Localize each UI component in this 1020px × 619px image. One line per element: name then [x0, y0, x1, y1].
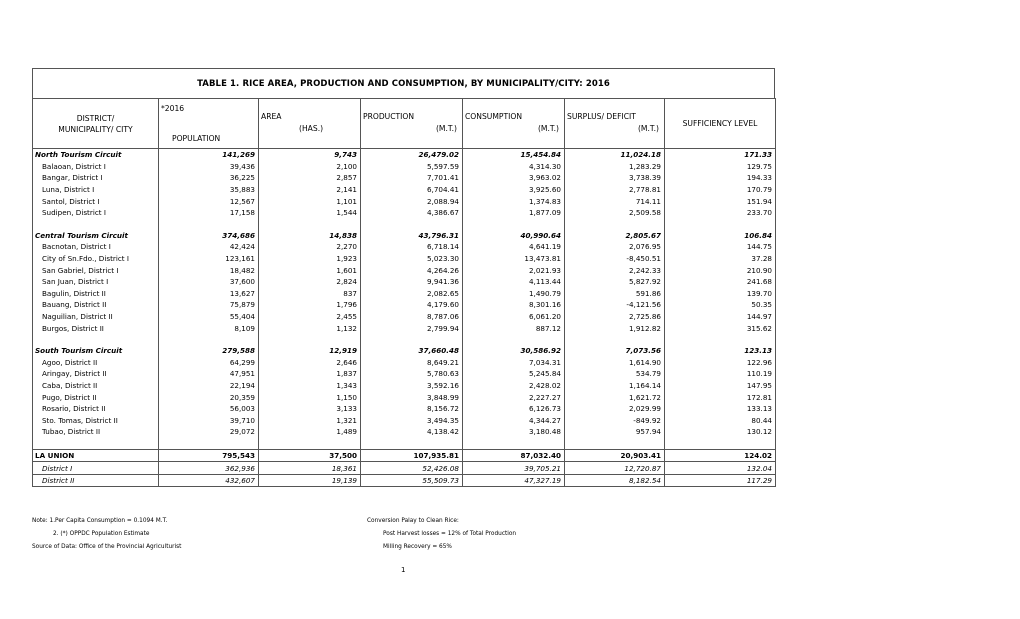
table-row	[33, 241, 776, 253]
table-row	[33, 288, 776, 300]
row-value: 30,586.92	[463, 345, 565, 357]
row-value: 144.75	[665, 241, 776, 253]
row-label: Bauang, District II	[33, 299, 159, 311]
row-value: 20,903.41	[565, 449, 665, 462]
row-value: 3,925.60	[463, 184, 565, 196]
row-value: 47,327.19	[463, 474, 565, 487]
row-value: 315.62	[665, 322, 776, 334]
row-value: 887.12	[463, 322, 565, 334]
row-value: 42,424	[159, 241, 259, 253]
row-value: 6,718.14	[361, 241, 463, 253]
row-value: 171.33	[665, 149, 776, 161]
header-production-unit: (M.T.)	[435, 124, 457, 133]
row-value: 52,426.08	[361, 462, 463, 475]
district-total-row	[33, 462, 776, 475]
spacer-cell	[361, 334, 463, 345]
row-value: 2,778.81	[565, 184, 665, 196]
row-value: 8,649.21	[361, 357, 463, 369]
row-label: Rosario, District II	[33, 403, 159, 415]
row-label: Sudipen, District I	[33, 207, 159, 219]
table-row	[33, 195, 776, 207]
row-value: 1,614.90	[565, 357, 665, 369]
rice-table	[32, 98, 776, 487]
row-value: 5,780.63	[361, 368, 463, 380]
spacer-cell	[565, 438, 665, 450]
row-value: 374,686	[159, 230, 259, 242]
row-value: 5,023.30	[361, 253, 463, 265]
row-value: 1,490.79	[463, 288, 565, 300]
row-value: 2,270	[259, 241, 361, 253]
row-value: 279,588	[159, 345, 259, 357]
row-value: 2,805.67	[565, 230, 665, 242]
spacer-cell	[565, 219, 665, 230]
row-value: 75,879	[159, 299, 259, 311]
row-value: 4,113.44	[463, 276, 565, 288]
row-value: 8,301.16	[463, 299, 565, 311]
row-value: 8,156.72	[361, 403, 463, 415]
row-value: 1,544	[259, 207, 361, 219]
table-row	[33, 172, 776, 184]
row-value: 40,990.64	[463, 230, 565, 242]
row-value: -8,450.51	[565, 253, 665, 265]
row-value: 36,225	[159, 172, 259, 184]
row-value: 37.28	[665, 253, 776, 265]
row-label: Caba, District II	[33, 380, 159, 392]
spacer-cell	[259, 219, 361, 230]
spacer-cell	[159, 438, 259, 450]
row-value: 1,164.14	[565, 380, 665, 392]
row-value: 2,021.93	[463, 264, 565, 276]
header-population	[159, 99, 259, 149]
row-value: 124.02	[665, 449, 776, 462]
spacer-row	[33, 438, 776, 450]
row-value: 591.86	[565, 288, 665, 300]
row-value: 1,837	[259, 368, 361, 380]
spacer-cell	[159, 219, 259, 230]
header-consumption-unit: (M.T.)	[537, 124, 559, 133]
row-label: City of Sn.Fdo., District I	[33, 253, 159, 265]
row-value: 2,428.02	[463, 380, 565, 392]
row-value: 432,607	[159, 474, 259, 487]
row-value: -4,121.56	[565, 299, 665, 311]
header-sufficiency: SUFFICIENCY LEVEL	[665, 99, 776, 149]
table-row	[33, 264, 776, 276]
row-value: 11,024.18	[565, 149, 665, 161]
table-title: TABLE 1. RICE AREA, PRODUCTION AND CONSUMPTION, BY MUNICIPALITY/CITY: 2016	[32, 68, 775, 98]
row-value: 3,180.48	[463, 426, 565, 438]
row-value: 133.13	[665, 403, 776, 415]
row-value: 4,264.26	[361, 264, 463, 276]
row-value: 37,660.48	[361, 345, 463, 357]
row-value: 17,158	[159, 207, 259, 219]
district-total-row	[33, 474, 776, 487]
header-surplus-label: SURPLUS/ DEFICIT	[567, 112, 636, 121]
spacer-cell	[463, 334, 565, 345]
row-value: 957.94	[565, 426, 665, 438]
row-value: 1,877.09	[463, 207, 565, 219]
note-source: Source of Data: Office of the Provincial Agriculturist	[32, 544, 182, 550]
row-label: Luna, District I	[33, 184, 159, 196]
row-value: 20,359	[159, 391, 259, 403]
spacer-cell	[361, 438, 463, 450]
row-value: 139.70	[665, 288, 776, 300]
table-row	[33, 184, 776, 196]
row-value: 147.95	[665, 380, 776, 392]
row-value: 241.68	[665, 276, 776, 288]
row-value: 1,796	[259, 299, 361, 311]
table-row	[33, 391, 776, 403]
table-row	[33, 276, 776, 288]
circuit-total-row	[33, 345, 776, 357]
row-value: 2,029.99	[565, 403, 665, 415]
row-label: Sto. Tomas, District II	[33, 414, 159, 426]
row-value: 1,150	[259, 391, 361, 403]
row-value: 47,951	[159, 368, 259, 380]
row-value: 55,404	[159, 311, 259, 323]
note-conversion: Conversion Palay to Clean Rice:	[367, 518, 459, 524]
row-value: 29,072	[159, 426, 259, 438]
row-value: 132.04	[665, 462, 776, 475]
row-value: 534.79	[565, 368, 665, 380]
row-value: -849.92	[565, 414, 665, 426]
header-surplus	[565, 99, 665, 149]
row-label: District II	[33, 474, 159, 487]
row-value: 3,738.39	[565, 172, 665, 184]
row-value: 50.35	[665, 299, 776, 311]
row-value: 87,032.40	[463, 449, 565, 462]
note-population: 2. (*) OPPDC Population Estimate	[53, 531, 150, 537]
row-value: 3,963.02	[463, 172, 565, 184]
row-value: 2,242.33	[565, 264, 665, 276]
rice-table-sheet	[32, 68, 775, 487]
row-value: 4,179.60	[361, 299, 463, 311]
row-value: 129.75	[665, 161, 776, 173]
row-value: 12,919	[259, 345, 361, 357]
row-value: 22,194	[159, 380, 259, 392]
row-value: 13,473.81	[463, 253, 565, 265]
row-label: Bacnotan, District I	[33, 241, 159, 253]
row-value: 194.33	[665, 172, 776, 184]
row-value: 6,704.41	[361, 184, 463, 196]
row-value: 2,227.27	[463, 391, 565, 403]
row-value: 4,641.19	[463, 241, 565, 253]
row-value: 2,725.86	[565, 311, 665, 323]
row-value: 117.29	[665, 474, 776, 487]
spacer-cell	[665, 438, 776, 450]
row-value: 837	[259, 288, 361, 300]
row-label: North Tourism Circuit	[33, 149, 159, 161]
header-production	[361, 99, 463, 149]
table-row	[33, 414, 776, 426]
header-area-label: AREA	[261, 112, 282, 121]
table-row	[33, 161, 776, 173]
table-row	[33, 322, 776, 334]
row-value: 26,479.02	[361, 149, 463, 161]
row-value: 15,454.84	[463, 149, 565, 161]
note-consumption: Note: 1.Per Capita Consumption = 0.1094 M.T.	[32, 518, 168, 524]
row-value: 3,133	[259, 403, 361, 415]
row-value: 2,509.58	[565, 207, 665, 219]
header-district	[33, 99, 159, 149]
row-value: 39,436	[159, 161, 259, 173]
header-area-unit: (HAS.)	[299, 124, 324, 133]
row-value: 3,494.35	[361, 414, 463, 426]
row-value: 2,824	[259, 276, 361, 288]
row-value: 2,857	[259, 172, 361, 184]
row-value: 43,796.31	[361, 230, 463, 242]
row-value: 80.44	[665, 414, 776, 426]
row-label: Naguilian, District II	[33, 311, 159, 323]
row-label: Bagulin, District II	[33, 288, 159, 300]
row-value: 1,132	[259, 322, 361, 334]
row-value: 110.19	[665, 368, 776, 380]
row-label: Aringay, District II	[33, 368, 159, 380]
row-value: 2,088.94	[361, 195, 463, 207]
row-value: 3,848.99	[361, 391, 463, 403]
row-label: Burgos, District II	[33, 322, 159, 334]
row-value: 2,076.95	[565, 241, 665, 253]
row-label: San Gabriel, District I	[33, 264, 159, 276]
header-population-label: POPULATION	[172, 134, 221, 143]
table-row	[33, 380, 776, 392]
spacer-cell	[33, 334, 159, 345]
row-value: 35,883	[159, 184, 259, 196]
row-label: Agoo, District II	[33, 357, 159, 369]
row-value: 14,838	[259, 230, 361, 242]
spacer-cell	[565, 334, 665, 345]
table-row	[33, 403, 776, 415]
row-value: 37,600	[159, 276, 259, 288]
row-value: 172.81	[665, 391, 776, 403]
row-value: 2,455	[259, 311, 361, 323]
row-label: South Tourism Circuit	[33, 345, 159, 357]
header-district-line1: DISTRICT/	[76, 113, 115, 123]
row-label: Balaoan, District I	[33, 161, 159, 173]
header-district-line2: MUNICIPALITY/ CITY	[58, 124, 133, 134]
row-value: 1,374.83	[463, 195, 565, 207]
spacer-cell	[33, 219, 159, 230]
spacer-cell	[463, 219, 565, 230]
row-value: 3,592.16	[361, 380, 463, 392]
row-label: Central Tourism Circuit	[33, 230, 159, 242]
row-label: LA UNION	[33, 449, 159, 462]
table-row	[33, 357, 776, 369]
row-value: 5,597.59	[361, 161, 463, 173]
table-body	[33, 149, 776, 487]
header-consumption	[463, 99, 565, 149]
row-value: 6,126.73	[463, 403, 565, 415]
row-value: 13,627	[159, 288, 259, 300]
row-value: 39,710	[159, 414, 259, 426]
spacer-cell	[259, 334, 361, 345]
header-population-year: *2016	[161, 104, 185, 113]
row-value: 6,061.20	[463, 311, 565, 323]
row-label: Pugo, District II	[33, 391, 159, 403]
table-row	[33, 299, 776, 311]
spacer-cell	[33, 438, 159, 450]
row-value: 2,646	[259, 357, 361, 369]
page-number: 1	[401, 566, 406, 574]
row-value: 1,283.29	[565, 161, 665, 173]
row-value: 151.94	[665, 195, 776, 207]
spacer-cell	[665, 334, 776, 345]
row-value: 1,621.72	[565, 391, 665, 403]
header-consumption-label: CONSUMPTION	[465, 112, 523, 121]
row-value: 4,138.42	[361, 426, 463, 438]
row-value: 1,489	[259, 426, 361, 438]
row-value: 122.96	[665, 357, 776, 369]
table-row	[33, 368, 776, 380]
row-value: 39,705.21	[463, 462, 565, 475]
row-value: 5,245.84	[463, 368, 565, 380]
row-value: 64,299	[159, 357, 259, 369]
row-value: 2,141	[259, 184, 361, 196]
row-value: 141,269	[159, 149, 259, 161]
row-value: 4,314.30	[463, 161, 565, 173]
row-value: 233.70	[665, 207, 776, 219]
spacer-row	[33, 334, 776, 345]
row-value: 144.97	[665, 311, 776, 323]
row-value: 7,073.56	[565, 345, 665, 357]
row-label: District I	[33, 462, 159, 475]
circuit-total-row	[33, 149, 776, 161]
row-value: 7,034.31	[463, 357, 565, 369]
row-value: 8,787.06	[361, 311, 463, 323]
spacer-cell	[463, 438, 565, 450]
row-value: 1,101	[259, 195, 361, 207]
table-row	[33, 311, 776, 323]
row-value: 2,082.65	[361, 288, 463, 300]
table-row	[33, 253, 776, 265]
row-value: 56,003	[159, 403, 259, 415]
header-row	[33, 99, 776, 149]
row-value: 123,161	[159, 253, 259, 265]
row-value: 4,386.67	[361, 207, 463, 219]
row-value: 795,543	[159, 449, 259, 462]
table-row	[33, 426, 776, 438]
row-value: 8,109	[159, 322, 259, 334]
row-label: Santol, District I	[33, 195, 159, 207]
row-value: 1,923	[259, 253, 361, 265]
spacer-cell	[159, 334, 259, 345]
spacer-cell	[665, 219, 776, 230]
table-row	[33, 207, 776, 219]
row-value: 1,343	[259, 380, 361, 392]
note-post-harvest: Post Harvest losses = 12% of Total Production	[383, 531, 517, 537]
spacer-row	[33, 219, 776, 230]
header-production-label: PRODUCTION	[363, 112, 415, 121]
row-value: 170.79	[665, 184, 776, 196]
row-value: 19,139	[259, 474, 361, 487]
note-milling: Milling Recovery = 65%	[383, 544, 452, 550]
header-surplus-unit: (M.T.)	[637, 124, 659, 133]
row-value: 210.90	[665, 264, 776, 276]
row-value: 9,743	[259, 149, 361, 161]
row-value: 123.13	[665, 345, 776, 357]
row-value: 8,182.54	[565, 474, 665, 487]
row-value: 12,567	[159, 195, 259, 207]
row-value: 130.12	[665, 426, 776, 438]
row-value: 5,827.92	[565, 276, 665, 288]
row-value: 714.11	[565, 195, 665, 207]
row-value: 2,100	[259, 161, 361, 173]
row-value: 12,720.87	[565, 462, 665, 475]
row-value: 1,321	[259, 414, 361, 426]
row-value: 4,344.27	[463, 414, 565, 426]
spacer-cell	[259, 438, 361, 450]
row-value: 18,482	[159, 264, 259, 276]
row-value: 362,936	[159, 462, 259, 475]
province-total-row	[33, 449, 776, 462]
row-value: 1,601	[259, 264, 361, 276]
row-label: Bangar, District I	[33, 172, 159, 184]
row-label: San Juan, District I	[33, 276, 159, 288]
row-value: 18,361	[259, 462, 361, 475]
row-value: 1,912.82	[565, 322, 665, 334]
row-value: 107,935.81	[361, 449, 463, 462]
row-value: 106.84	[665, 230, 776, 242]
circuit-total-row	[33, 230, 776, 242]
row-value: 37,500	[259, 449, 361, 462]
row-value: 55,509.73	[361, 474, 463, 487]
row-value: 9,941.36	[361, 276, 463, 288]
row-label: Tubao, District II	[33, 426, 159, 438]
row-value: 7,701.41	[361, 172, 463, 184]
row-value: 2,799.94	[361, 322, 463, 334]
spacer-cell	[361, 219, 463, 230]
header-area	[259, 99, 361, 149]
